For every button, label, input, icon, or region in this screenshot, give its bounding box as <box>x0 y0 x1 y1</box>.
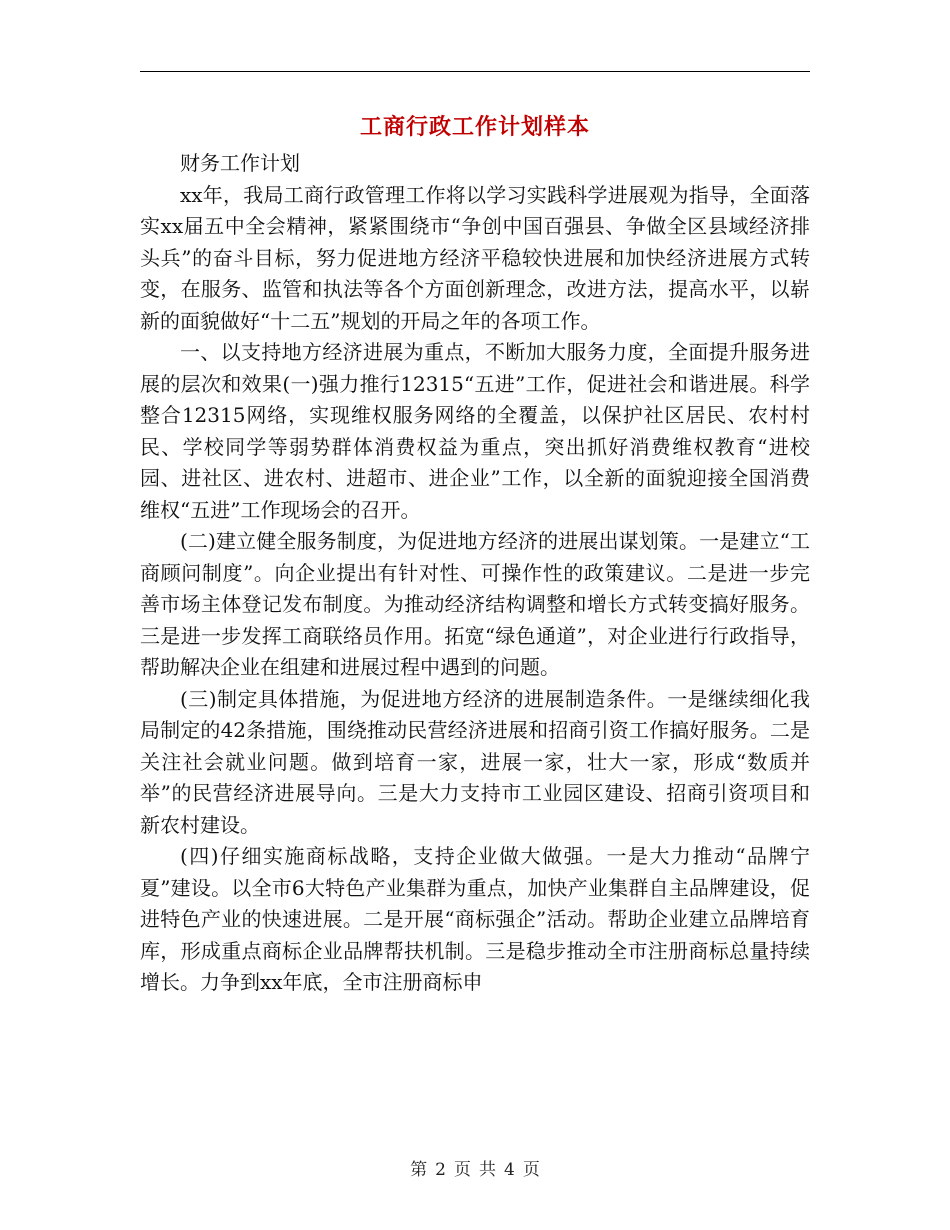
footer-word: 页 <box>454 1160 471 1180</box>
paragraph: xx年，我局工商行政管理工作将以学习实践科学进展观为指导，全面落实xx届五中全会精神，紧紧围绕市“争创中国百强县、争做全区县域经济排头兵”的奋斗目标，努力促进地方经济平稳较快进展和加快经济进展方式转变，在服务、监管和执法等各个方面创新理念，改进方法，提高水平，以崭新的面貌做好“十二五”规划的开局之年的各项工作。 <box>140 182 810 333</box>
document-title: 工商行政工作计划样本 <box>359 114 590 140</box>
section-heading: 财务工作计划 <box>180 151 300 175</box>
paragraph: (三)制定具体措施，为促进地方经济的进展制造条件。一是继续细化我局制定的42条措施，围绕推动民营经济进展和招商引资工作搞好服务。二是关注社会就业问题。做到培育一家，进展一家，壮大一家，形成“数质并举”的民营经济进展导向。三是大力支持市工业园区建设、招商引资项目和新农村建设。 <box>140 686 810 837</box>
page-footer <box>0 1155 950 1180</box>
header-rule <box>140 71 810 72</box>
footer-word: 共 <box>479 1160 496 1180</box>
footer-word: 第 <box>410 1160 428 1180</box>
paragraph: (二)建立健全服务制度，为促进地方经济的进展出谋划策。一是建立“工商顾问制度”。向企业提出有针对性、可操作性的政策建议。二是进一步完善市场主体登记发布制度。为推动经济结构调整和增长方式转变搞好服务。三是进一步发挥工商联络员作用。拓宽“绿色通道”，对企业进行行政指导，帮助解决企业在组建和进展过程中遇到的问题。 <box>140 529 810 679</box>
paragraph: 一、以支持地方经济进展为重点，不断加大服务力度，全面提升服务进展的层次和效果(一)强力推行12315“五进”工作，促进社会和谐进展。科学整合12315网络，实现维权服务网络的全覆盖，以保护社区居民、农村村民、学校同学等弱势群体消费权益为重点，突出抓好消费维权教育“进校园、进社区、进农村、进超市、进企业”工作，以全新的面貌迎接全国消费维权“五进”工作现场会的召开。 <box>140 340 810 522</box>
current-page-number: 2 <box>435 1160 446 1180</box>
total-page-count: 4 <box>504 1160 515 1180</box>
paragraph: (四)仔细实施商标战略，支持企业做大做强。一是大力推动“品牌宁夏”建设。以全市6大特色产业集群为重点，加快产业集群自主品牌建设，促进特色产业的快速进展。二是开展“商标强企”活动。帮助企业建立品牌培育库，形成重点商标企业品牌帮扶机制。三是稳步推动全市注册商标总量持续增长。力争到xx年底，全市注册商标申 <box>140 844 810 994</box>
document-body <box>140 148 810 999</box>
footer-word: 页 <box>522 1160 540 1180</box>
